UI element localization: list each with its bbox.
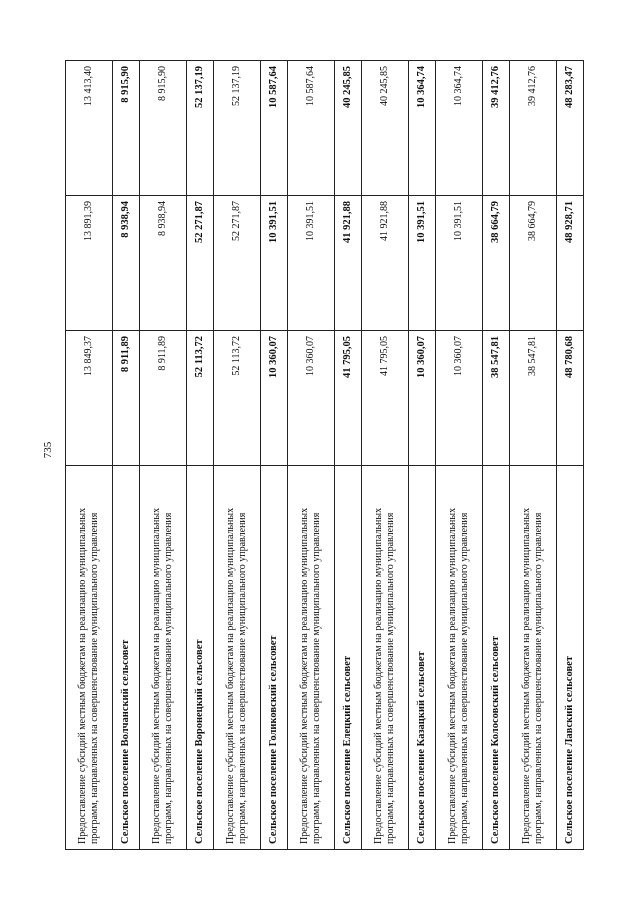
value-cell-2: 52 271,87 xyxy=(187,196,214,331)
page-number: 735 xyxy=(42,441,54,459)
value-cell-3: 10 587,64 xyxy=(261,61,288,196)
settlement-row xyxy=(261,61,288,850)
value-cell-3: 8 915,90 xyxy=(113,61,140,196)
subsidy-row xyxy=(362,61,409,850)
value-cell-2: 10 391,51 xyxy=(261,196,288,331)
subsidy-row xyxy=(140,61,187,850)
value-cell-1: 52 113,72 xyxy=(187,331,214,466)
value-cell-2: 41 921,88 xyxy=(362,196,409,331)
value-cell-1: 41 795,05 xyxy=(362,331,409,466)
value-cell-3: 10 364,74 xyxy=(409,61,436,196)
settlement-row xyxy=(113,61,140,850)
name-cell: Сельское поселение Воронецкий сельсовет xyxy=(187,466,214,850)
value-cell-2: 52 271,87 xyxy=(214,196,261,331)
budget-table xyxy=(65,60,584,850)
value-cell-3: 52 137,19 xyxy=(214,61,261,196)
value-cell-2: 10 391,51 xyxy=(409,196,436,331)
settlement-row xyxy=(483,61,510,850)
rotated-table-container xyxy=(65,60,575,850)
value-cell-3: 40 245,85 xyxy=(335,61,362,196)
settlement-row xyxy=(557,61,584,850)
name-cell: Сельское поселение Казацкий сельсовет xyxy=(409,466,436,850)
value-cell-3: 39 412,76 xyxy=(483,61,510,196)
value-cell-1: 48 780,68 xyxy=(557,331,584,466)
value-cell-3: 48 283,47 xyxy=(557,61,584,196)
value-cell-1: 10 360,07 xyxy=(436,331,483,466)
value-cell-3: 8 915,90 xyxy=(140,61,187,196)
name-cell: Сельское поселение Голиковский сельсовет xyxy=(261,466,288,850)
name-cell: Предоставление субсидий местным бюджетам на реализацию муниципальных программ, направленных на совершенствование муниципального управления xyxy=(140,466,187,850)
settlement-row xyxy=(409,61,436,850)
value-cell-3: 52 137,19 xyxy=(187,61,214,196)
subsidy-row xyxy=(66,61,113,850)
value-cell-2: 13 891,39 xyxy=(66,196,113,331)
value-cell-1: 8 911,89 xyxy=(140,331,187,466)
value-cell-1: 52 113,72 xyxy=(214,331,261,466)
name-cell: Сельское поселение Лавский сельсовет xyxy=(557,466,584,850)
value-cell-3: 10 587,64 xyxy=(288,61,335,196)
value-cell-1: 8 911,89 xyxy=(113,331,140,466)
value-cell-2: 10 391,51 xyxy=(436,196,483,331)
name-cell: Предоставление субсидий местным бюджетам на реализацию муниципальных программ, направленных на совершенствование муниципального управления xyxy=(436,466,483,850)
name-cell: Сельское поселение Волчанский сельсовет xyxy=(113,466,140,850)
name-cell: Предоставление субсидий местным бюджетам на реализацию муниципальных программ, направленных на совершенствование муниципального управления xyxy=(66,466,113,850)
value-cell-2: 38 664,79 xyxy=(510,196,557,331)
value-cell-2: 8 938,94 xyxy=(140,196,187,331)
name-cell: Сельское поселение Колосовский сельсовет xyxy=(483,466,510,850)
value-cell-2: 10 391,51 xyxy=(288,196,335,331)
subsidy-row xyxy=(436,61,483,850)
value-cell-2: 41 921,88 xyxy=(335,196,362,331)
value-cell-1: 10 360,07 xyxy=(409,331,436,466)
value-cell-1: 41 795,05 xyxy=(335,331,362,466)
value-cell-2: 8 938,94 xyxy=(113,196,140,331)
subsidy-row xyxy=(288,61,335,850)
name-cell: Сельское поселение Елецкий сельсовет xyxy=(335,466,362,850)
name-cell: Предоставление субсидий местным бюджетам на реализацию муниципальных программ, направленных на совершенствование муниципального управления xyxy=(510,466,557,850)
budget-table-body xyxy=(66,61,584,850)
settlement-row xyxy=(187,61,214,850)
settlement-row xyxy=(335,61,362,850)
value-cell-3: 13 413,40 xyxy=(66,61,113,196)
value-cell-1: 10 360,07 xyxy=(288,331,335,466)
name-cell: Предоставление субсидий местным бюджетам на реализацию муниципальных программ, направленных на совершенствование муниципального управления xyxy=(288,466,335,850)
name-cell: Предоставление субсидий местным бюджетам на реализацию муниципальных программ, направленных на совершенствование муниципального управления xyxy=(214,466,261,850)
subsidy-row xyxy=(214,61,261,850)
value-cell-1: 38 547,81 xyxy=(483,331,510,466)
value-cell-1: 38 547,81 xyxy=(510,331,557,466)
value-cell-3: 10 364,74 xyxy=(436,61,483,196)
value-cell-2: 48 928,71 xyxy=(557,196,584,331)
value-cell-3: 39 412,76 xyxy=(510,61,557,196)
subsidy-row xyxy=(510,61,557,850)
value-cell-3: 40 245,85 xyxy=(362,61,409,196)
value-cell-2: 38 664,79 xyxy=(483,196,510,331)
name-cell: Предоставление субсидий местным бюджетам на реализацию муниципальных программ, направленных на совершенствование муниципального управления xyxy=(362,466,409,850)
value-cell-1: 10 360,07 xyxy=(261,331,288,466)
value-cell-1: 13 849,37 xyxy=(66,331,113,466)
